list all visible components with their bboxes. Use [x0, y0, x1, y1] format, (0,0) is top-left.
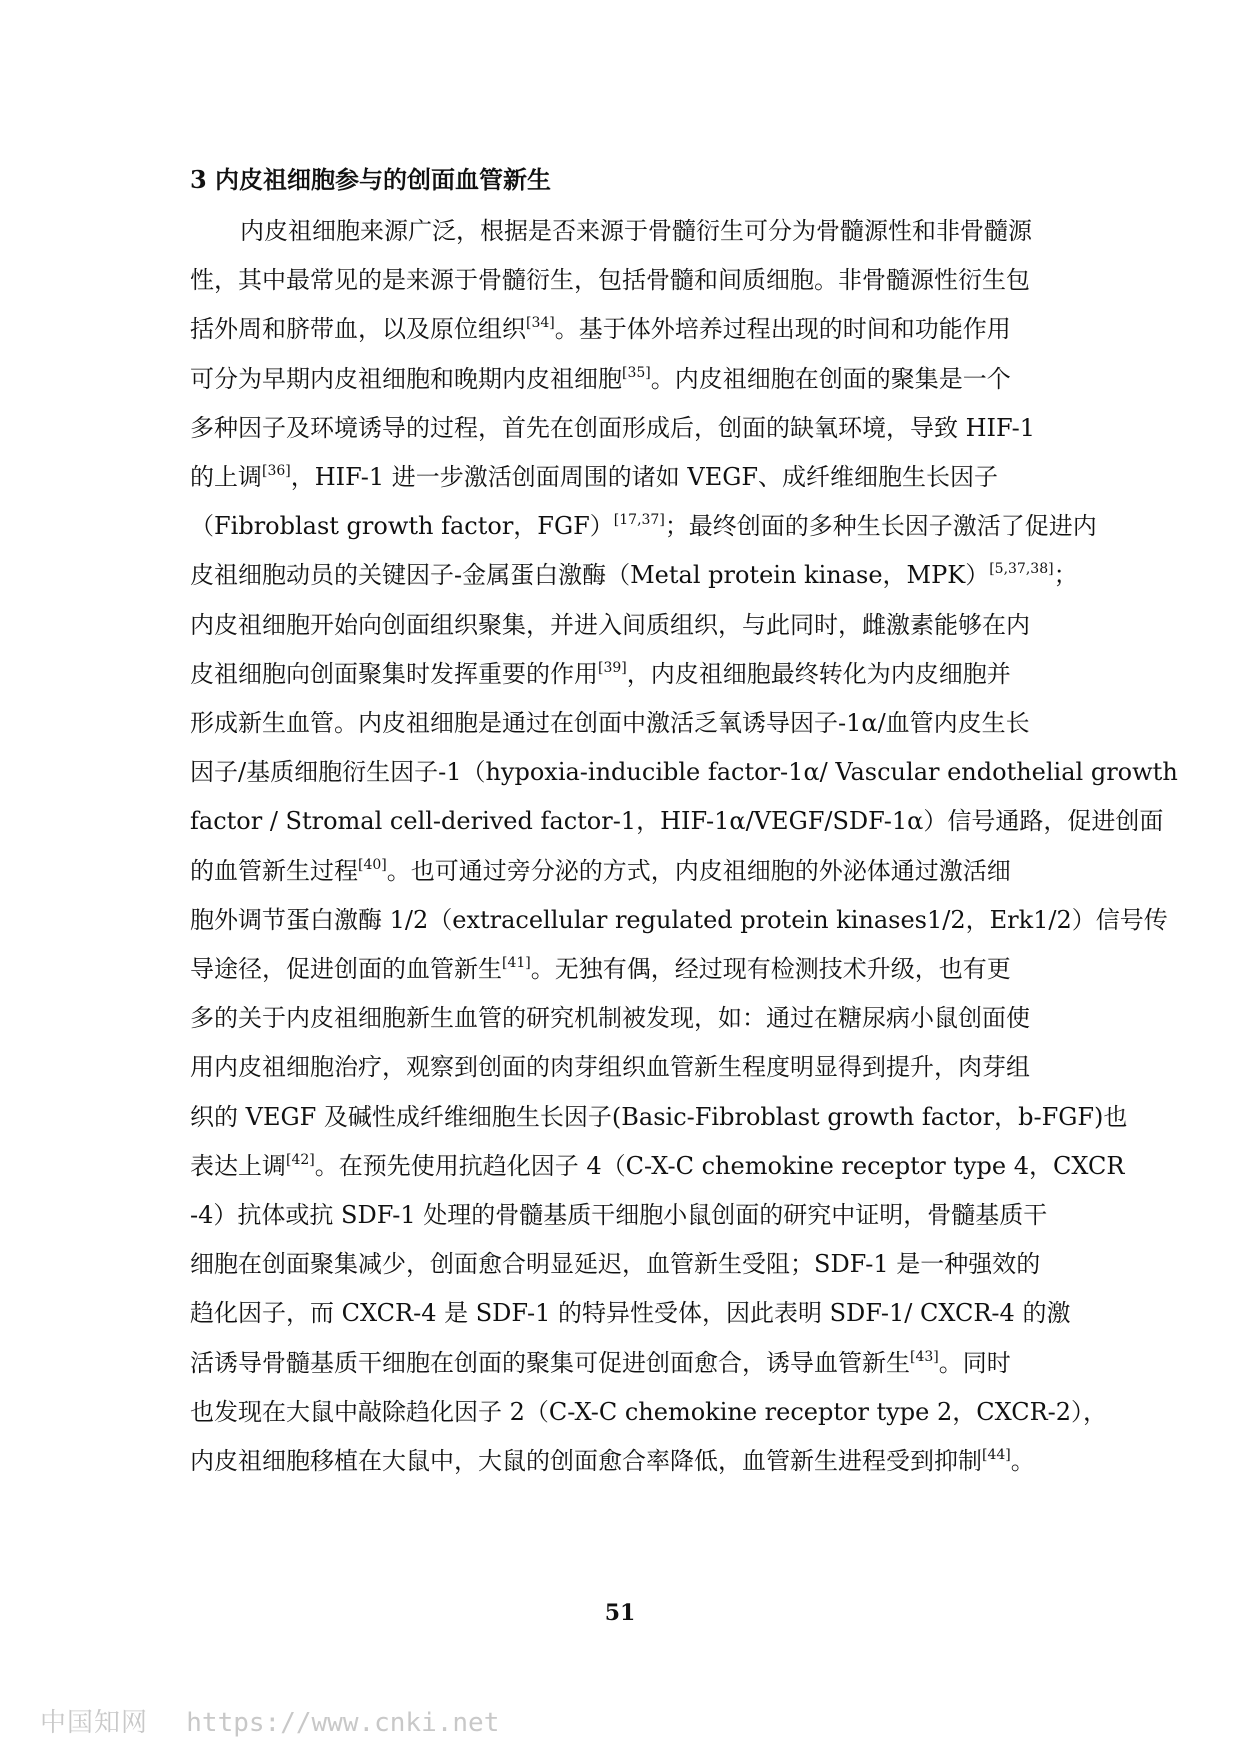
line-text-continued: 。在预先使用抗趋化因子 4（C-X-C chemokine receptor type 4，CXCR [314, 1151, 1125, 1180]
line-text: 的血管新生过程 [190, 856, 358, 885]
citation-marker: [36] [262, 463, 291, 479]
line-text: 织的 VEGF 及碱性成纤维细胞生长因子(Basic-Fibroblast growth factor，b-FGF)也 [190, 1102, 1128, 1131]
text-line [190, 460, 1050, 494]
citation-marker: [5,37,38] [989, 561, 1054, 578]
line-text: 皮祖细胞动员的关键因子-金属蛋白激酶（Metal protein kinase，MPK） [190, 561, 990, 590]
line-text: 因子/基质细胞衍生因子-1（hypoxia-inducible factor-1α/ Vascular endothelial growth [190, 758, 1178, 787]
text-line [190, 1100, 1128, 1134]
text-line [190, 1444, 1050, 1478]
line-text-continued: ； [1053, 561, 1078, 590]
line-text-continued: 。同时 [938, 1348, 1011, 1377]
line-text: factor / Stromal cell-derived factor-1，HIF-1α/VEGF/SDF-1α）信号通路，促进创面 [190, 807, 1164, 836]
watermark-url[interactable]: https://www.cnki.net [186, 1708, 500, 1738]
text-line [190, 1001, 1050, 1035]
line-text-continued: 。也可通过旁分泌的方式，内皮祖细胞的外泌体通过激活细 [386, 856, 1011, 885]
line-text: 内皮祖细胞开始向创面组织聚集，并进入间质组织，与此同时，雌激素能够在内 [190, 610, 1030, 639]
line-text: 皮祖细胞向创面聚集时发挥重要的作用 [190, 659, 598, 688]
line-text: 活诱导骨髓基质干细胞在创面的聚集可促进创面愈合，诱导血管新生 [190, 1348, 910, 1377]
line-text: 表达上调 [190, 1151, 286, 1180]
text-line [190, 804, 1164, 838]
line-text: 括外周和脐带血，以及原位组织 [190, 315, 526, 344]
text-line [190, 312, 1050, 346]
text-line [190, 657, 1050, 691]
page-number: 51 [604, 1600, 636, 1626]
text-line [190, 1296, 1071, 1330]
line-text: 细胞在创面聚集减少，创面愈合明显延迟，血管新生受阻；SDF-1 是一种强效的 [190, 1250, 1041, 1279]
citation-marker: [41] [502, 955, 531, 971]
watermark-brand: 中国知网 [40, 1708, 149, 1738]
text-line [190, 263, 1050, 297]
text-line [190, 362, 1050, 396]
citation-marker: [17,37] [613, 512, 665, 529]
text-line [190, 1395, 1108, 1429]
line-text-continued: ；最终创面的多种生长因子激活了促进内 [664, 512, 1097, 541]
line-text: 可分为早期内皮祖细胞和晚期内皮祖细胞 [190, 364, 622, 393]
text-line [190, 755, 1178, 789]
citation-marker: [43] [910, 1348, 939, 1365]
citation-marker: [40] [358, 856, 387, 873]
text-line [190, 608, 1050, 642]
text-line [190, 1247, 1050, 1281]
text-line [190, 509, 1097, 543]
text-line [190, 1050, 1050, 1084]
line-text: 内皮祖细胞移植在大鼠中，大鼠的创面愈合率降低，血管新生进程受到抑制 [190, 1447, 982, 1475]
text-line [190, 411, 1050, 445]
text-line [190, 1346, 1050, 1380]
line-text: 用内皮祖细胞治疗，观察到创面的肉芽组织血管新生程度明显得到提升，肉芽组 [190, 1053, 1030, 1082]
section-heading: 3 内皮祖细胞参与的创面血管新生 [190, 165, 552, 194]
citation-marker: [44] [982, 1447, 1011, 1463]
line-text: 趋化因子，而 CXCR-4 是 SDF-1 的特异性受体，因此表明 SDF-1/ CXCR-4 的激 [190, 1299, 1071, 1328]
text-line [190, 1198, 1050, 1232]
line-text: 导途径，促进创面的血管新生 [190, 955, 502, 983]
line-text: 多的关于内皮祖细胞新生血管的研究机制被发现，如：通过在糖尿病小鼠创面使 [190, 1004, 1030, 1033]
line-text: 胞外调节蛋白激酶 1/2（extracellular regulated protein kinases1/2，Erk1/2）信号传 [190, 905, 1168, 934]
line-text: （Fibroblast growth factor，FGF） [190, 512, 614, 541]
line-text-continued: ，HIF-1 进一步激活创面周围的诸如 VEGF、成纤维细胞生长因子 [290, 463, 999, 491]
citation-marker: [39] [598, 659, 627, 676]
citation-marker: [34] [526, 315, 555, 332]
text-line [240, 214, 1050, 248]
watermark [40, 1702, 499, 1739]
citation-marker: [35] [622, 364, 651, 381]
line-text-continued: 。内皮祖细胞在创面的聚集是一个 [650, 364, 1011, 393]
text-line [190, 1149, 1125, 1183]
text-line [190, 854, 1050, 888]
line-text: -4）抗体或抗 SDF-1 处理的骨髓基质干细胞小鼠创面的研究中证明，骨髓基质干 [190, 1201, 1048, 1229]
citation-marker: [42] [286, 1151, 315, 1168]
line-text-continued: 。无独有偶，经过现有检测技术升级，也有更 [530, 955, 1011, 983]
text-line [190, 903, 1168, 937]
line-text-continued: ，内皮祖细胞最终转化为内皮细胞并 [626, 659, 1011, 688]
line-text: 性，其中最常见的是来源于骨髓衍生，包括骨髓和间质细胞。非骨髓源性衍生包 [190, 266, 1030, 295]
line-text-continued: 。基于体外培养过程出现的时间和功能作用 [554, 315, 1011, 344]
text-line [190, 952, 1050, 986]
line-text: 形成新生血管。内皮祖细胞是通过在创面中激活乏氧诱导因子-1α/血管内皮生长 [190, 709, 1030, 737]
line-text: 也发现在大鼠中敲除趋化因子 2（C-X-C chemokine receptor type 2，CXCR-2）， [190, 1397, 1108, 1426]
line-text: 多种因子及环境诱导的过程，首先在创面形成后，创面的缺氧环境，导致 HIF-1 [190, 413, 1035, 442]
text-line [190, 558, 1078, 592]
line-text: 内皮祖细胞来源广泛，根据是否来源于骨髓衍生可分为骨髓源性和非骨髓源 [240, 217, 1032, 245]
line-text: 的上调 [190, 463, 262, 491]
text-line [190, 706, 1050, 740]
line-text-continued: 。 [1010, 1447, 1035, 1475]
